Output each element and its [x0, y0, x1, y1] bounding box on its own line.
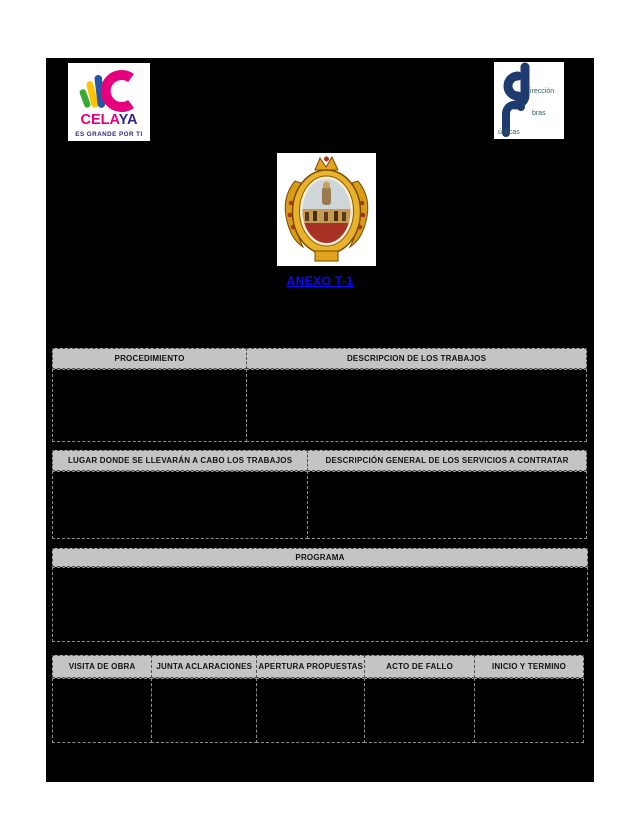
programa-cell	[52, 567, 588, 642]
inicio-termino-header: INICIO Y TERMINO	[474, 655, 584, 678]
acto-fallo-header: ACTO DE FALLO	[364, 655, 475, 678]
coat-of-arms-icon	[277, 153, 376, 266]
eventos-header-row	[52, 655, 588, 678]
op-text-publicas: úblicas	[498, 129, 520, 136]
celaya-wordmark-primary: CELA	[80, 112, 119, 128]
procedimiento-cell	[52, 369, 247, 442]
op-dot-icon	[517, 99, 524, 106]
programa-header-row	[52, 548, 588, 567]
lugar-trabajos-cell	[52, 471, 308, 539]
procedimiento-header: PROCEDIMIENTO	[52, 348, 247, 369]
lugar-header-row	[52, 450, 588, 471]
apertura-propuestas-header: APERTURA PROPUESTAS	[256, 655, 365, 678]
visita-obra-cell	[52, 678, 152, 743]
celaya-tagline: ES GRANDE POR TI	[75, 131, 143, 138]
programa-header: PROGRAMA	[52, 548, 588, 567]
visita-obra-header: VISITA DE OBRA	[52, 655, 152, 678]
lugar-body-row	[52, 471, 588, 539]
programa-body-row	[52, 567, 588, 642]
celaya-wordmark-secondary: YA	[118, 112, 138, 128]
lugar-table	[52, 450, 588, 539]
descripcion-trabajos-header: DESCRIPCION DE LOS TRABAJOS	[246, 348, 587, 369]
document-page	[46, 58, 594, 782]
anexo-t1-link[interactable]: ANEXO T-1	[286, 274, 354, 288]
descripcion-servicios-header: DESCRIPCIÓN GENERAL DE LOS SERVICIOS A CONTRATAR	[307, 450, 587, 471]
descripcion-servicios-cell	[307, 471, 587, 539]
eventos-table	[52, 655, 588, 743]
lugar-trabajos-header: LUGAR DONDE SE LLEVARÁN A CABO LOS TRABAJOS	[52, 450, 308, 471]
procedimiento-header-row	[52, 348, 588, 369]
op-text-obras: bras	[532, 110, 546, 117]
procedimiento-body-row	[52, 369, 588, 442]
procedimiento-table	[52, 348, 588, 442]
eventos-body-row	[52, 678, 588, 743]
descripcion-trabajos-cell	[246, 369, 587, 442]
inicio-termino-cell	[474, 678, 584, 743]
obras-publicas-logo-icon	[494, 62, 564, 139]
celaya-logo	[68, 63, 150, 141]
junta-aclaraciones-header: JUNTA ACLARACIONES	[151, 655, 257, 678]
celaya-wordmark	[81, 112, 138, 128]
acto-fallo-cell	[364, 678, 475, 743]
coat-of-arms	[277, 153, 376, 266]
op-text-direccion: irección	[530, 88, 555, 95]
anexo-title-row	[46, 272, 594, 290]
apertura-propuestas-cell	[256, 678, 365, 743]
obras-publicas-logo	[494, 62, 564, 139]
junta-aclaraciones-cell	[151, 678, 257, 743]
programa-table	[52, 548, 588, 642]
celaya-logo-icon	[68, 63, 150, 141]
